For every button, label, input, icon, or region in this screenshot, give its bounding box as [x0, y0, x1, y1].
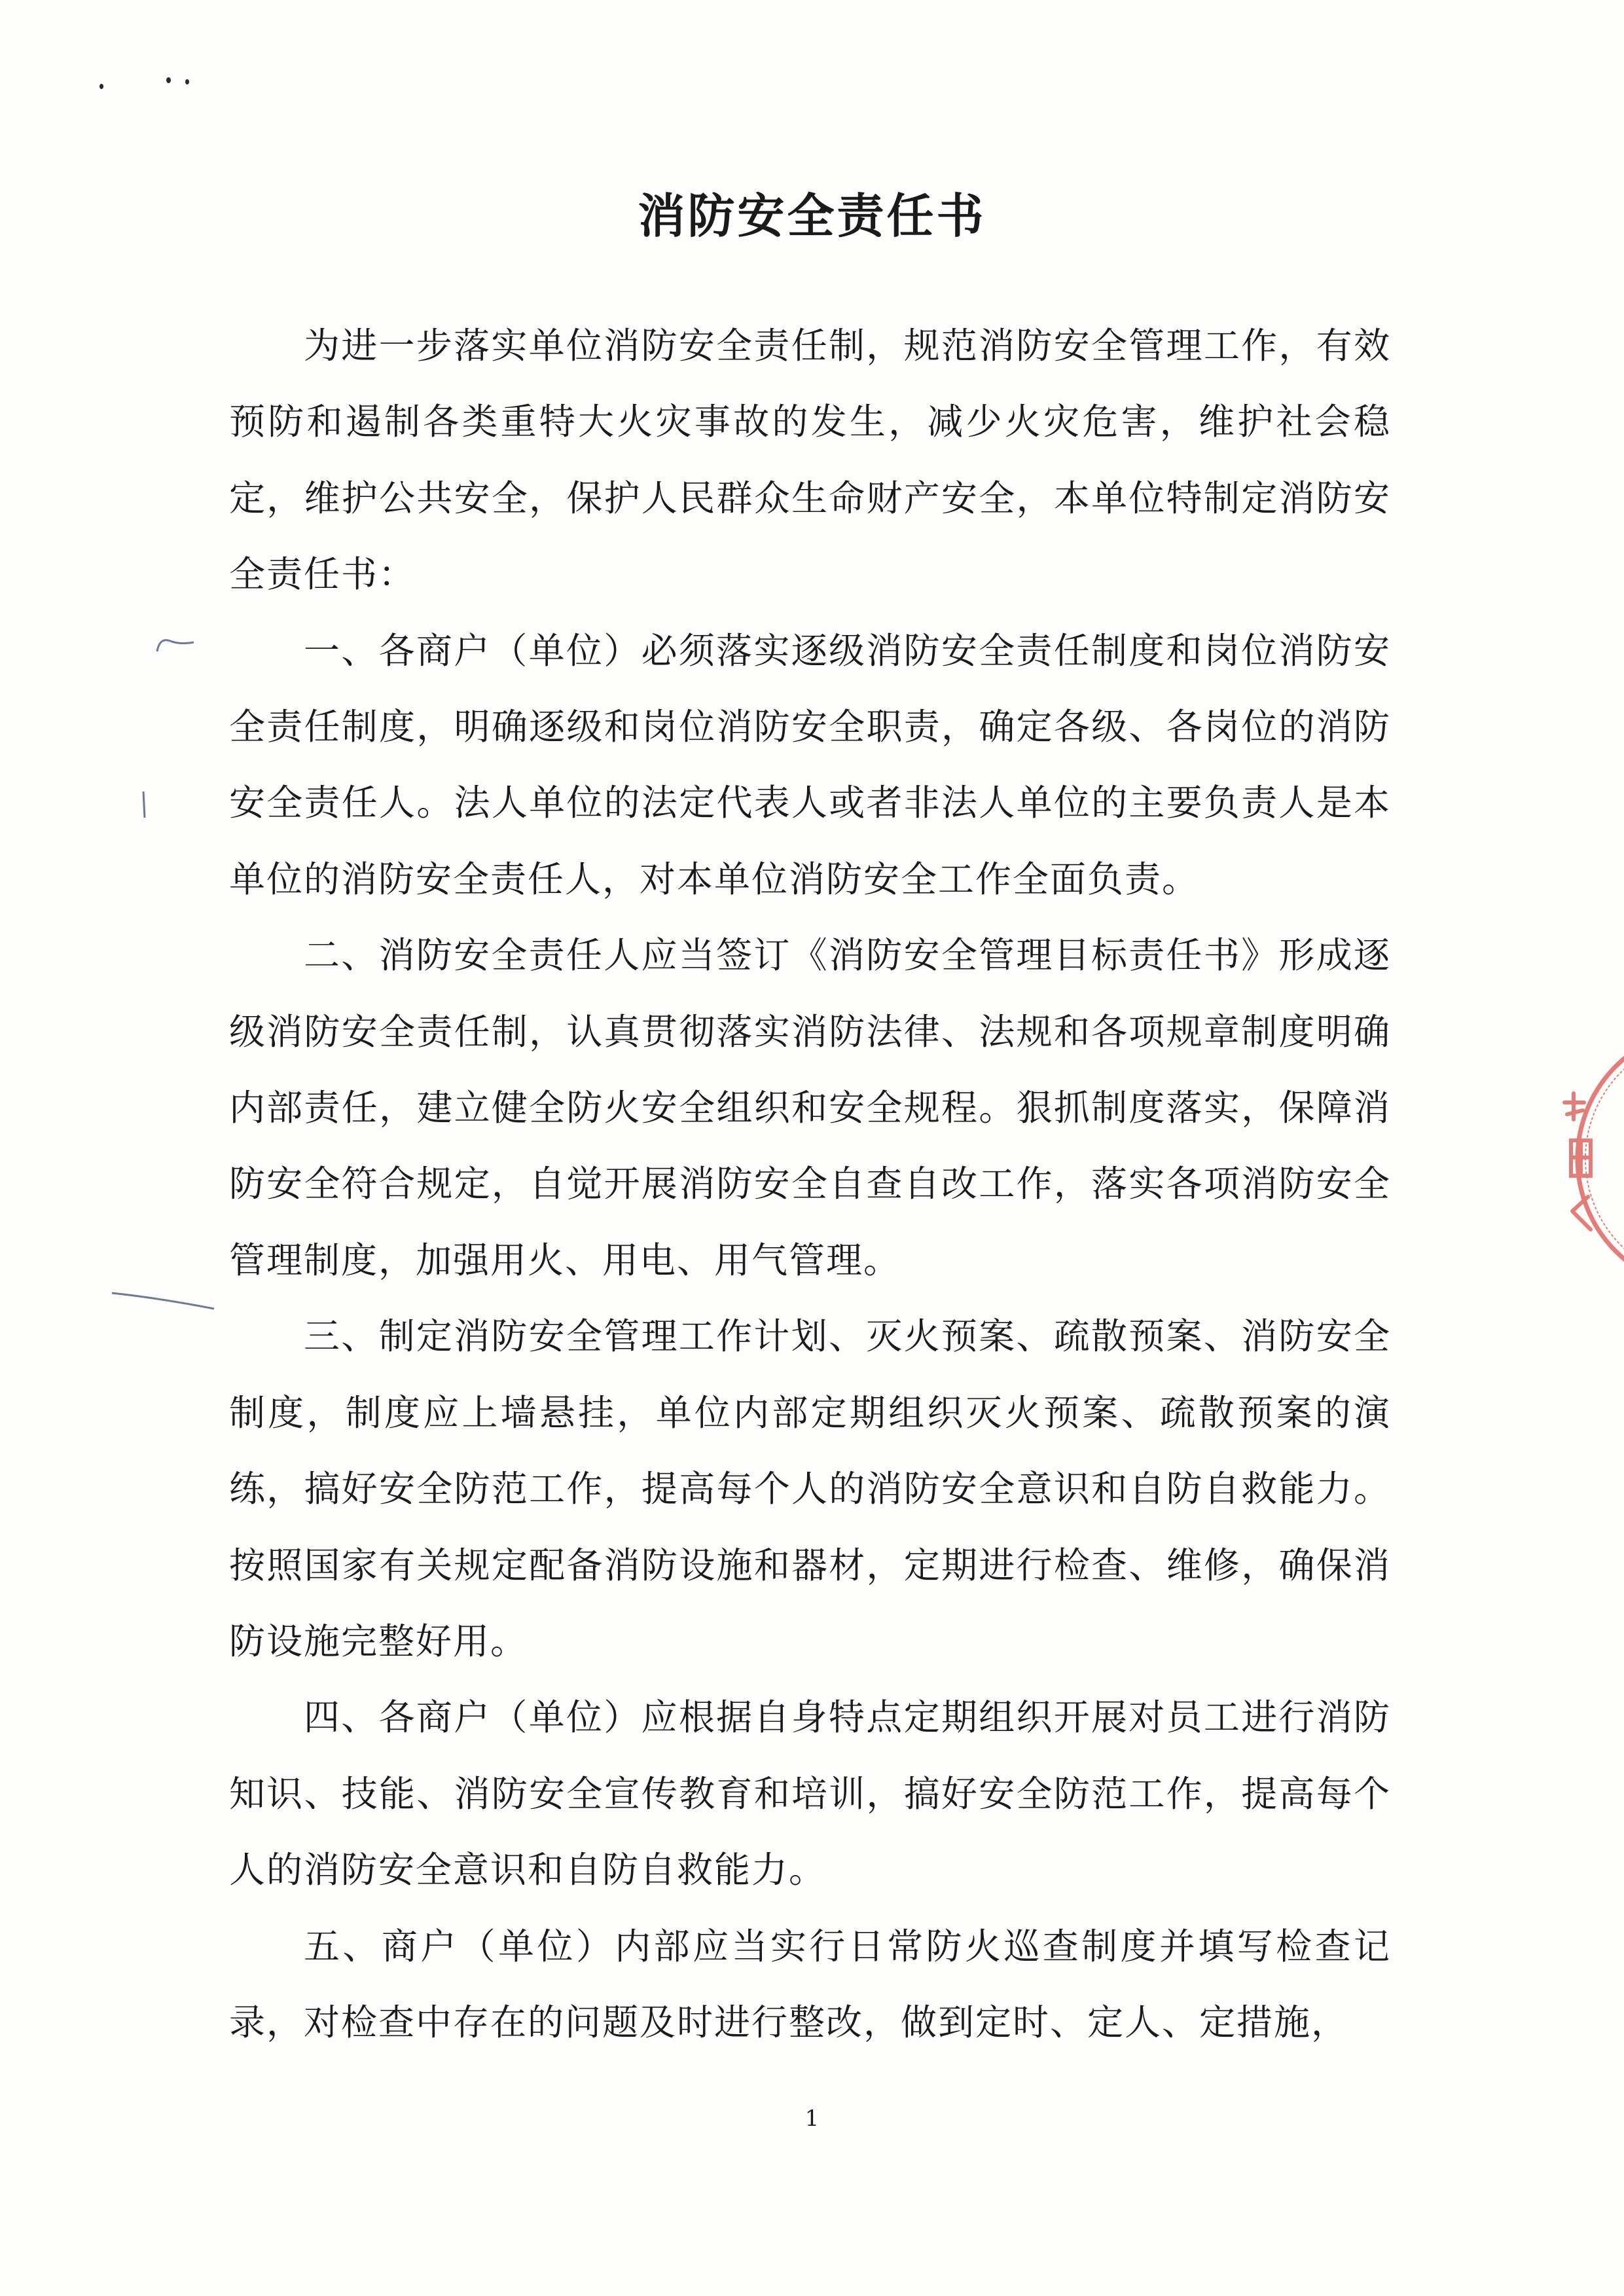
intro-paragraph: 为进一步落实单位消防安全责任制，规范消防安全管理工作，有效预防和遏制各类重特大火灾事故的发生，减少火灾危害，维护社会稳定，维护公共安全，保护人民群众生命财产安全，本单位特制定消防安全责任书：: [229, 325, 1391, 596]
clause-5-paragraph: 五、商户（单位）内部应当实行日常防火巡查制度并填写检查记录，对检查中存在的问题及时进行整改，做到定时、定人、定措施，: [229, 1925, 1391, 2043]
document-body: [229, 308, 1391, 2060]
clause-4-paragraph: 四、各商户（单位）应根据自身特点定期组织开展对员工进行消防知识、技能、消防安全宣传教育和培训，搞好安全防范工作，提高每个人的消防安全意识和自防自救能力。: [229, 1696, 1391, 1891]
margin-pen-mark: [108, 1286, 219, 1313]
scan-speck: [99, 84, 103, 89]
margin-pen-mark: [151, 632, 203, 658]
official-seal-stamp: [1545, 1021, 1624, 1296]
clause-3-paragraph: 三、制定消防安全管理工作计划、灭火预案、疏散预案、消防安全制度，制度应上墙悬挂，单位内部定期组织灭火预案、疏散预案的演练，搞好安全防范工作，提高每个人的消防安全意识和自防自救能力。按照国家有关规定配备消防设施和器材，定期进行检查、维修，确保消防设施完整好用。: [229, 1315, 1391, 1662]
document-title: 消防安全责任书: [638, 189, 986, 244]
margin-pen-mark: [134, 789, 154, 822]
clause-1-paragraph: 一、各商户（单位）必须落实逐级消防安全责任制度和岗位消防安全责任制度，明确逐级和岗位消防安全职责，确定各级、各岗位的消防安全责任人。法人单位的法定代表人或者非法人单位的主要负责人是本单位的消防安全责任人，对本单位消防安全工作全面负责。: [229, 629, 1391, 900]
clause-2-paragraph: 二、消防安全责任人应当签订《消防安全管理目标责任书》形成逐级消防安全责任制，认真贯彻落实消防法律、法规和各项规章制度明确内部责任，建立健全防火安全组织和安全规程。狠抓制度落实，保障消防安全符合规定，自觉开展消防安全自查自改工作，落实各项消防安全管理制度，加强用火、用电、用气管理。: [229, 934, 1391, 1281]
scan-speck: [185, 79, 189, 84]
scan-speck: [166, 77, 171, 83]
page-number: 1: [804, 2105, 820, 2132]
